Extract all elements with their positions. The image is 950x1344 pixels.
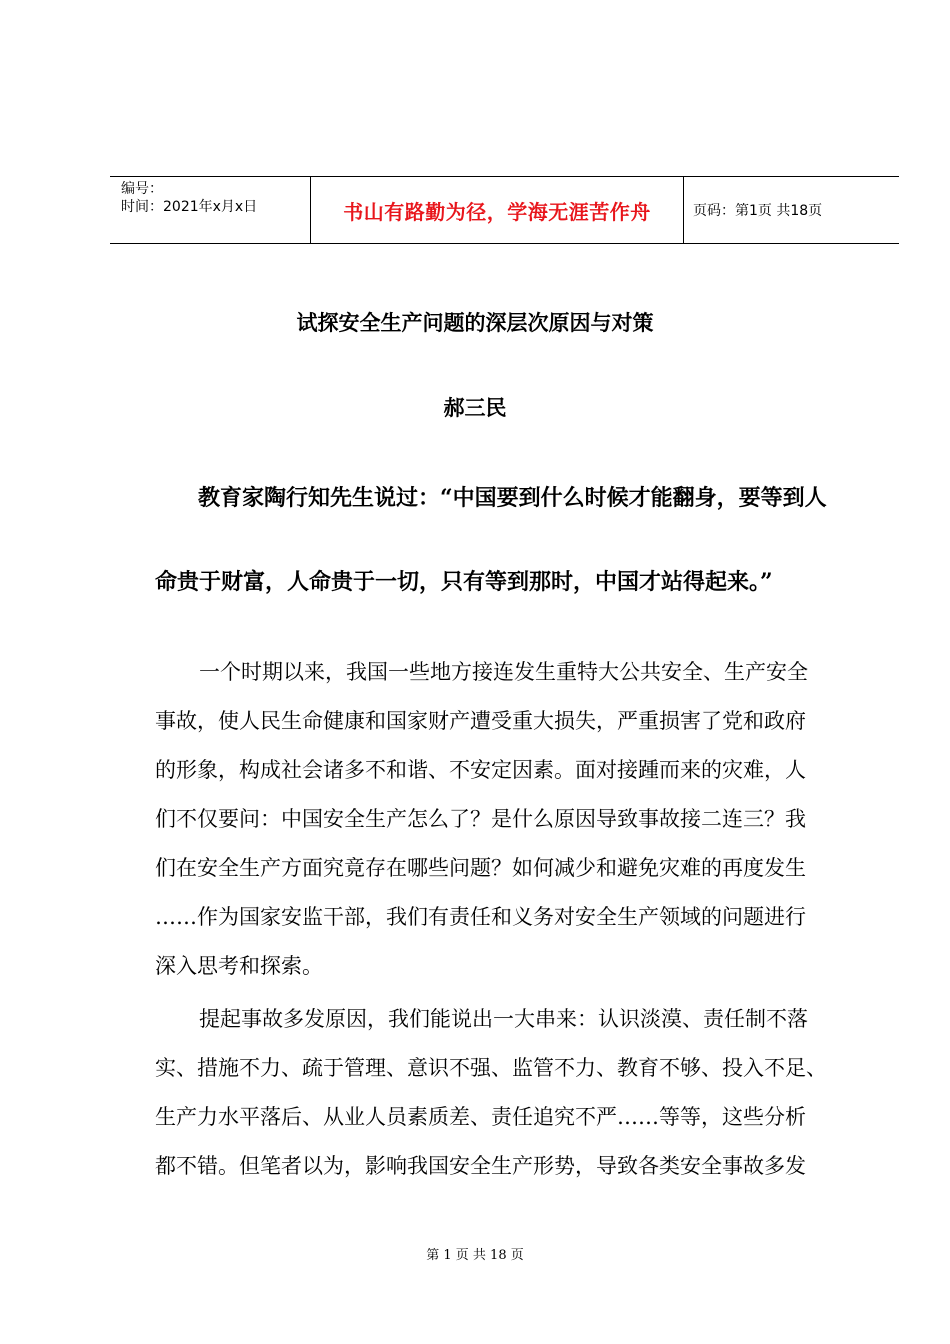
article-title: 试探安全生产问题的深层次原因与对策 [296, 310, 654, 335]
header-meta-cell [110, 177, 310, 243]
paragraph-line: 提起事故多发原因，我们能说出一大串来：认识淡漠、责任制不落 [199, 1007, 808, 1031]
header-motto-cell [310, 177, 684, 243]
motto-text: 书山有路勤为径，学海无涯苦作舟 [343, 199, 651, 224]
header-page-cell [684, 177, 899, 243]
paragraph-line: 事故，使人民生命健康和国家财产遭受重大损失，严重损害了党和政府 [155, 709, 806, 733]
header-page-info: 页码：第1页 共18页 [693, 203, 823, 219]
paragraph-line: 实、措施不力、疏于管理、意识不强、监管不力、教育不够、投入不足、 [155, 1056, 827, 1080]
page-footer: 第 1 页 共 18 页 [426, 1248, 524, 1263]
paragraph-line: 都不错。但笔者以为，影响我国安全生产形势，导致各类安全事故多发 [155, 1154, 806, 1178]
paragraph-line: 的形象，构成社会诸多不和谐、不安定因素。面对接踵而来的灾难，人 [155, 758, 806, 782]
article-author: 郝三民 [443, 395, 507, 420]
paragraph-line: 们不仅要问：中国安全生产怎么了？是什么原因导致事故接二连三？我 [155, 807, 806, 831]
quote-line: 教育家陶行知先生说过：“中国要到什么时候才能翻身，要等到人 [198, 485, 827, 511]
paragraph-line: 生产力水平落后、从业人员素质差、责任追究不严……等等，这些分析 [155, 1105, 806, 1129]
paragraph-line: 们在安全生产方面究竟存在哪些问题？如何减少和避免灾难的再度发生 [155, 856, 806, 880]
paragraph-line: 一个时期以来，我国一些地方接连发生重特大公共安全、生产安全 [199, 660, 808, 684]
quote-line: 命贵于财富，人命贵于一切，只有等到那时，中国才站得起来。” [155, 569, 773, 595]
paragraph-line: ……作为国家安监干部，我们有责任和义务对安全生产领域的问题进行 [155, 905, 806, 929]
paragraph-line: 深入思考和探索。 [155, 954, 323, 978]
time-label: 时间：2021年x月x日 [121, 199, 258, 215]
document-header-table [110, 176, 899, 244]
number-label: 编号： [121, 181, 163, 197]
